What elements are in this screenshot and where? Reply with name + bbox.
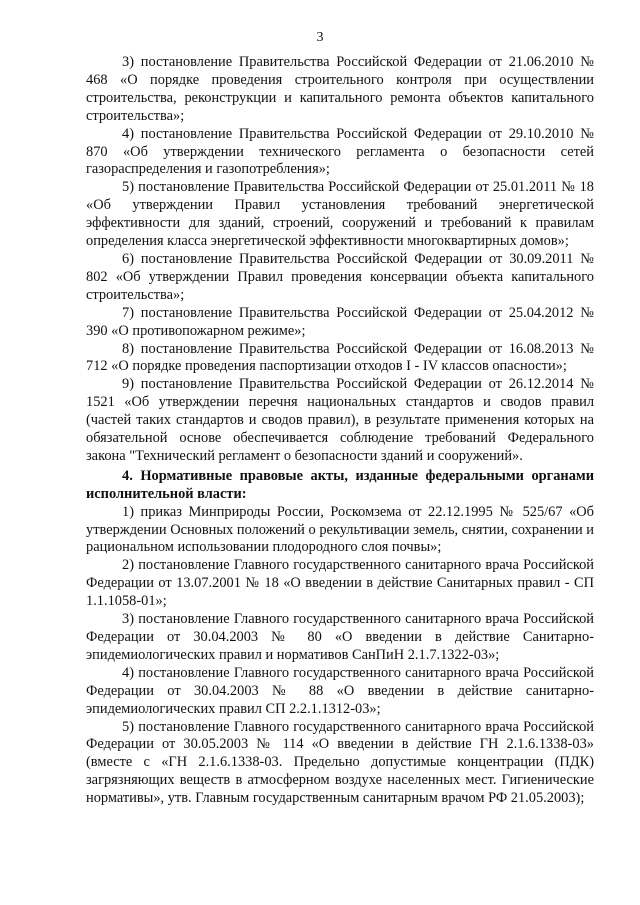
page-number: 3 xyxy=(316,30,324,45)
list-item: 3) постановление Главного государственного санитарного врача Российской Федерации от 30.04.2003 № 80 «О введении в действие Санитарно-эпидемиологических правил и нормативов СанПиН 2.1.7.1322-03»; xyxy=(86,611,594,663)
list-item: 5) постановление Правительства Российской Федерации от 25.01.2011 № 18 «Об утверждении Правил установления требований энергетической эффективности для зданий, строений, сооружений и требований к правилам определения класса энергетической эффективности многоквартирных домов»; xyxy=(86,179,594,250)
list-item: 4) постановление Правительства Российской Федерации от 29.10.2010 № 870 «Об утверждении технического регламента о безопасности сетей газораспределения и газопотребления»; xyxy=(86,125,594,178)
list-item: 8) постановление Правительства Российской Федерации от 16.08.2013 № 712 «О порядке проведения паспортизации отходов I - IV классов опасности»; xyxy=(86,340,594,375)
list-item: 2) постановление Главного государственного санитарного врача Российской Федерации от 13.07.2001 № 18 «О введении в действие Санитарных правил - СП 1.1.1058-01»; xyxy=(86,557,594,610)
document-body xyxy=(86,54,594,808)
list-item: 1) приказ Минприроды России, Роскомзема от 22.12.1995 № 525/67 «Об утверждении Основных положений о рекультивации земель, снятии, сохранении и рациональном использовании плодородного слоя почвы»; xyxy=(86,503,594,556)
list-item: 5) постановление Главного государственного санитарного врача Российской Федерации от 30.05.2003 № 114 «О введении в действие ГН 2.1.6.1338-03» (вместе с «ГН 2.1.6.1338-03. Предельно допустимые концентрации (ПДК) загрязняющих веществ в атмосферном воздухе населенных мест. Гигиенические нормативы», утв. Главным государственным санитарным врачом РФ 21.05.2003); xyxy=(86,718,594,807)
list-item: 3) постановление Правительства Российской Федерации от 21.06.2010 № 468 «О порядке проведения строительного контроля при осуществлении строительства, реконструкции и капитального ремонта объектов капитального строительства»; xyxy=(86,54,594,124)
section-heading: 4. Нормативные правовые акты, изданные федеральными органами исполнительной власти: xyxy=(86,467,594,502)
list-item: 6) постановление Правительства Российской Федерации от 30.09.2011 № 802 «Об утверждении Правил проведения консервации объекта капитального строительства»; xyxy=(86,250,594,303)
list-item: 9) постановление Правительства Российской Федерации от 26.12.2014 № 1521 «Об утверждении перечня национальных стандартов и сводов правил (частей таких стандартов и сводов правил), в результате применения которых на обязательной основе обеспечивается соблюдение требований Федерального закона "Технический регламент о безопасности зданий и сооружений». xyxy=(86,376,594,464)
list-item: 4) постановление Главного государственного санитарного врача Российской Федерации от 30.04.2003 № 88 «О введении в действие санитарно-эпидемиологических правил СП 2.2.1.1312-03»; xyxy=(86,664,594,717)
list-item: 7) постановление Правительства Российской Федерации от 25.04.2012 № 390 «О противопожарном режиме»; xyxy=(86,304,594,339)
